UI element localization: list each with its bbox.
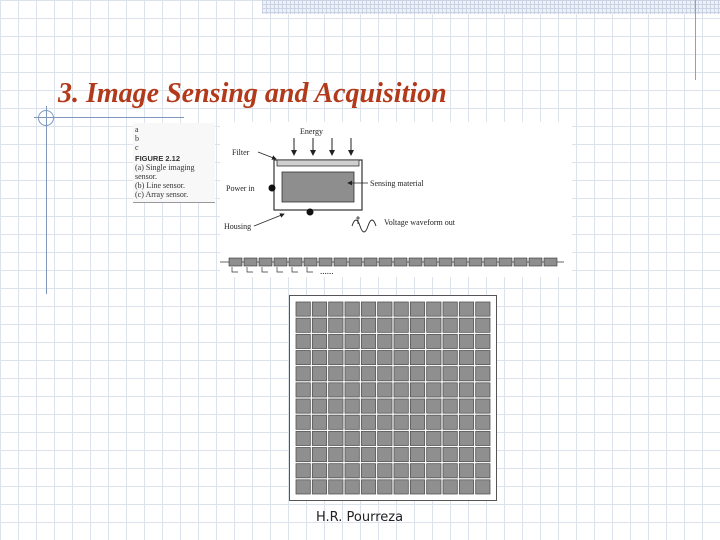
array-sensor-cell [378, 480, 392, 494]
array-sensor-cell [443, 431, 457, 445]
array-sensor-cell [329, 318, 343, 332]
decorative-top-band [262, 0, 720, 14]
array-sensor-cell [459, 302, 473, 316]
array-sensor-cell [329, 383, 343, 397]
array-sensor-cell [329, 415, 343, 429]
line-sensor [220, 258, 564, 272]
array-sensor-cell [345, 334, 359, 348]
array-sensor-cell [296, 318, 310, 332]
array-sensor-cell [296, 415, 310, 429]
array-sensor-cell [427, 334, 441, 348]
line-sensor-cell [304, 258, 317, 266]
array-sensor-cell [345, 480, 359, 494]
array-sensor-cell [361, 464, 375, 478]
array-sensor-cell [345, 367, 359, 381]
array-sensor-cell [345, 431, 359, 445]
array-sensor-cell [443, 318, 457, 332]
array-sensor-cell [312, 399, 326, 413]
line-sensor-cell [334, 258, 347, 266]
array-sensor-cell [312, 302, 326, 316]
array-sensor-cell [361, 318, 375, 332]
array-sensor-cell [361, 399, 375, 413]
array-sensor-cell [312, 480, 326, 494]
array-sensor-cell [296, 367, 310, 381]
line-sensor-lead [247, 267, 253, 272]
array-sensor-cell [312, 464, 326, 478]
array-sensor-cell [378, 351, 392, 365]
array-sensor-cell [410, 415, 424, 429]
array-sensor-cell [345, 415, 359, 429]
array-sensor-cell [427, 431, 441, 445]
array-sensor-cell [427, 351, 441, 365]
array-sensor-cell [410, 464, 424, 478]
array-sensor-cell [361, 415, 375, 429]
array-sensor-cell [378, 464, 392, 478]
energy-label: Energy [300, 127, 323, 136]
array-sensor-cell [296, 399, 310, 413]
array-sensor-cell [443, 464, 457, 478]
panel-letter-c: c [135, 143, 139, 152]
array-sensor-cell [329, 448, 343, 462]
array-sensor-cell [459, 367, 473, 381]
figure-caption [133, 123, 215, 203]
array-sensor-cell [443, 351, 457, 365]
array-sensor-cell [361, 334, 375, 348]
array-sensor-cell [476, 399, 490, 413]
array-sensor-cell [410, 448, 424, 462]
line-continuation-dots: ...... [320, 266, 334, 276]
array-sensor-cell [329, 334, 343, 348]
decorative-vertical-line [695, 0, 696, 80]
array-sensor-cell [443, 415, 457, 429]
array-sensor-cell [410, 318, 424, 332]
sensing-material [282, 172, 354, 202]
array-sensor-cell [361, 383, 375, 397]
array-sensor-cell [296, 383, 310, 397]
array-sensor-cell [378, 415, 392, 429]
array-sensor-cell [394, 383, 408, 397]
array-sensor-cell [394, 431, 408, 445]
array-sensor-cell [476, 431, 490, 445]
output-terminal [307, 209, 314, 216]
array-sensor-cell [459, 318, 473, 332]
array-sensor-cell [459, 383, 473, 397]
array-sensor-cell [410, 302, 424, 316]
array-sensor-cell [378, 448, 392, 462]
array-sensor-cell [312, 334, 326, 348]
array-sensor-cell [312, 448, 326, 462]
array-sensor-cell [378, 399, 392, 413]
array-sensor-cell [312, 415, 326, 429]
array-sensor-cell [410, 334, 424, 348]
array-sensor-cell [329, 464, 343, 478]
line-sensor-cell [349, 258, 362, 266]
array-sensor-cell [427, 318, 441, 332]
array-sensor-cell [476, 383, 490, 397]
array-sensor-cell [476, 480, 490, 494]
line-sensor-cell [394, 258, 407, 266]
line-sensor-cell [544, 258, 557, 266]
array-sensor-cell [476, 351, 490, 365]
array-sensor-cell [427, 448, 441, 462]
array-sensor-cell [296, 302, 310, 316]
array-sensor-cell [329, 351, 343, 365]
line-sensor-cell [409, 258, 422, 266]
power-in-label: Power in [226, 184, 255, 193]
array-sensor-cell [378, 431, 392, 445]
array-sensor-cell [459, 464, 473, 478]
array-sensor-cell [329, 480, 343, 494]
array-sensor-cell [443, 383, 457, 397]
array-sensor-cell [427, 415, 441, 429]
array-sensor-cell [443, 480, 457, 494]
array-sensor-cell [443, 302, 457, 316]
caption-line: (b) Line sensor. [135, 181, 185, 190]
line-sensor-cell [289, 258, 302, 266]
array-sensor-cell [361, 480, 375, 494]
array-sensor-cell [443, 399, 457, 413]
array-sensor-cell [427, 383, 441, 397]
array-sensor-cell [410, 431, 424, 445]
panel-letters [135, 125, 213, 152]
array-sensor-figure [289, 295, 497, 501]
line-sensor-cell [364, 258, 377, 266]
array-sensor-cell [410, 351, 424, 365]
array-sensor-cell [443, 334, 457, 348]
array-sensor-cell [361, 302, 375, 316]
array-sensor-cell [378, 302, 392, 316]
array-sensor-cell [476, 334, 490, 348]
array-sensor-cell [410, 399, 424, 413]
array-sensor-cell [296, 464, 310, 478]
array-sensor-cell [459, 431, 473, 445]
array-sensor-grid [290, 296, 496, 500]
caption-line: (a) Single imaging [135, 163, 195, 172]
array-sensor-cell [427, 302, 441, 316]
filter-label: Filter [232, 148, 250, 157]
array-sensor-cell [394, 448, 408, 462]
array-sensor-cell [394, 464, 408, 478]
line-sensor-cell [439, 258, 452, 266]
array-sensor-cell [394, 351, 408, 365]
array-sensor-cell [378, 334, 392, 348]
array-sensor-cell [476, 367, 490, 381]
array-sensor-cell [361, 351, 375, 365]
array-sensor-cell [394, 302, 408, 316]
array-sensor-cell [410, 383, 424, 397]
array-sensor-cell [312, 431, 326, 445]
array-sensor-cell [410, 367, 424, 381]
array-sensor-cell [459, 334, 473, 348]
array-sensor-cell [378, 383, 392, 397]
array-sensor-cell [459, 480, 473, 494]
voltage-waveform [352, 220, 376, 232]
sensor-diagram [220, 122, 572, 277]
line-sensor-lead [277, 267, 283, 272]
array-sensor-cell [394, 399, 408, 413]
array-sensor-cell [312, 367, 326, 381]
array-sensor-cell [476, 464, 490, 478]
array-sensor-cell [378, 367, 392, 381]
power-in-terminal [269, 185, 276, 192]
array-sensor-cell [459, 415, 473, 429]
array-sensor-cell [459, 351, 473, 365]
array-sensor-cell [329, 302, 343, 316]
filter-pointer [258, 152, 276, 159]
array-sensor-cell [296, 480, 310, 494]
array-sensor-cell [427, 464, 441, 478]
line-sensor-cell [469, 258, 482, 266]
array-sensor-cell [312, 318, 326, 332]
array-sensor-cell [443, 367, 457, 381]
array-sensor-cell [345, 383, 359, 397]
array-sensor-cell [361, 367, 375, 381]
array-sensor-cell [394, 415, 408, 429]
array-sensor-cell [394, 334, 408, 348]
slide-title: 3. Image Sensing and Acquisition [58, 78, 447, 109]
line-sensor-cell [529, 258, 542, 266]
array-sensor-cell [296, 448, 310, 462]
line-sensor-cell [454, 258, 467, 266]
array-sensor-cell [476, 318, 490, 332]
array-sensor-cell [394, 318, 408, 332]
line-sensor-cell [244, 258, 257, 266]
array-sensor-cell [443, 448, 457, 462]
line-sensor-lead [232, 267, 238, 272]
decorative-left-rule [46, 106, 47, 294]
line-sensor-cell [499, 258, 512, 266]
array-sensor-cell [345, 318, 359, 332]
line-sensor-cell [259, 258, 272, 266]
array-sensor-cell [329, 367, 343, 381]
housing-pointer [254, 214, 284, 226]
panel-letter-b: b [135, 134, 139, 143]
array-sensor-cell [427, 367, 441, 381]
decorative-circle-icon [38, 110, 54, 126]
array-sensor-cell [312, 351, 326, 365]
array-sensor-cell [312, 383, 326, 397]
line-sensor-lead [292, 267, 298, 272]
array-sensor-cell [427, 480, 441, 494]
array-sensor-cell [361, 448, 375, 462]
array-sensor-cell [361, 431, 375, 445]
array-sensor-cell [296, 351, 310, 365]
caption-line: sensor. [135, 172, 157, 181]
array-sensor-cell [459, 399, 473, 413]
housing-label: Housing [224, 222, 252, 231]
line-sensor-cell [319, 258, 332, 266]
array-sensor-cell [394, 480, 408, 494]
array-sensor-cell [345, 448, 359, 462]
line-sensor-cell [514, 258, 527, 266]
array-sensor-cell [476, 448, 490, 462]
array-sensor-cell [427, 399, 441, 413]
array-sensor-cell [329, 399, 343, 413]
line-sensor-cell [274, 258, 287, 266]
sensing-material-label: Sensing material [370, 179, 424, 188]
figure-caption-title: FIGURE 2.12 [135, 154, 181, 163]
single-and-line-sensor-figure [220, 122, 572, 277]
line-sensor-cell [424, 258, 437, 266]
array-sensor-cell [296, 334, 310, 348]
line-sensor-cell [484, 258, 497, 266]
array-sensor-cell [329, 431, 343, 445]
voltage-waveform-label: Voltage waveform out [384, 218, 455, 227]
line-sensor-cell [379, 258, 392, 266]
line-sensor-cell [229, 258, 242, 266]
array-sensor-cell [345, 302, 359, 316]
slide-footer: H.R. Pourreza [316, 510, 404, 525]
caption-line: (c) Array sensor. [135, 190, 189, 199]
array-sensor-cell [345, 399, 359, 413]
array-sensor-cell [394, 367, 408, 381]
line-sensor-lead [307, 267, 313, 272]
panel-letter-a: a [135, 125, 139, 134]
sensor-filter [277, 160, 359, 166]
line-sensor-lead [262, 267, 268, 272]
array-sensor-cell [476, 302, 490, 316]
array-sensor-cell [459, 448, 473, 462]
array-sensor-cell [345, 351, 359, 365]
array-sensor-cell [410, 480, 424, 494]
decorative-title-rule [34, 117, 184, 118]
array-sensor-cell [296, 431, 310, 445]
array-sensor-cell [476, 415, 490, 429]
array-sensor-cell [345, 464, 359, 478]
array-sensor-cell [378, 318, 392, 332]
